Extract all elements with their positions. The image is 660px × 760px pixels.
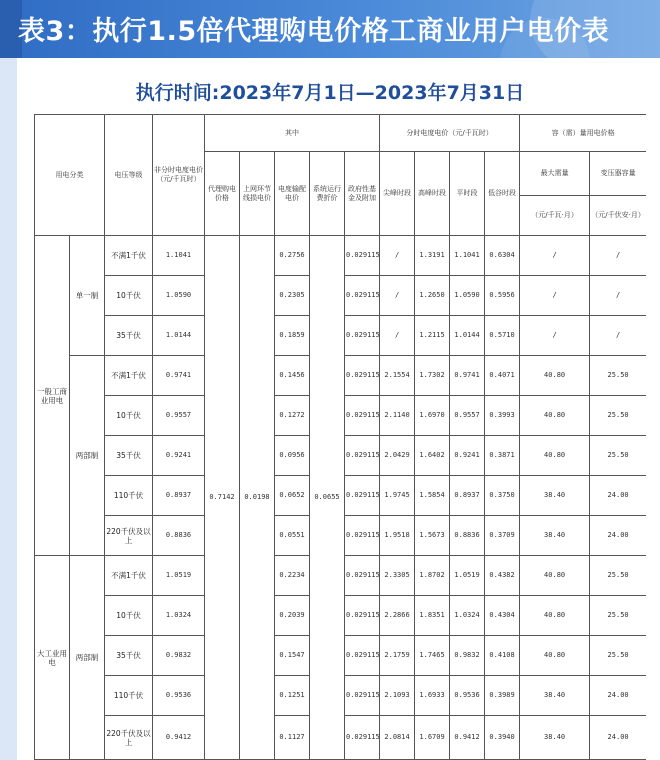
transformer-capacity-price-cell: 25.50 [590,596,646,636]
header-peak: 高峰时段 [415,152,450,236]
valley-price-cell: 0.3750 [485,476,520,516]
flat-price-cell: 1.1041 [450,236,485,276]
peak-price-cell: 1.6709 [415,716,450,760]
header-system-cost: 系统运行费折价 [310,152,345,236]
peak-price-cell: 1.5854 [415,476,450,516]
tariff-table [34,114,646,760]
left-accent-bar [0,58,17,760]
max-demand-price-cell: 40.80 [520,596,590,636]
non-tou-price-cell: 1.0519 [153,556,205,596]
gov-fund-cell: 0.029115 [345,396,380,436]
line-loss-cell: 0.0198 [240,236,275,760]
transmission-price-cell: 0.1547 [275,636,310,676]
valley-price-cell: 0.3989 [485,676,520,716]
peak-price-cell: 1.6933 [415,676,450,716]
transmission-price-cell: 0.1859 [275,316,310,356]
subcategory-two-part: 两部制 [70,556,105,760]
table-header [35,115,647,236]
gov-fund-cell: 0.029115 [345,596,380,636]
sharp-price-cell: 2.0814 [380,716,415,760]
gov-fund-cell: 0.029115 [345,276,380,316]
valley-price-cell: 0.4304 [485,596,520,636]
sharp-price-cell: 2.0429 [380,436,415,476]
peak-price-cell: 1.6970 [415,396,450,436]
voltage-level-cell: 不满1千伏 [105,556,153,596]
header-non-tou-price: 非分时电度电价（元/千瓦时） [153,115,205,236]
header-agent-price: 代理购电价格 [205,152,240,236]
non-tou-price-cell: 1.0590 [153,276,205,316]
gov-fund-cell: 0.029115 [345,716,380,760]
gov-fund-cell: 0.029115 [345,516,380,556]
transmission-price-cell: 0.1127 [275,716,310,760]
sharp-price-cell: 2.1759 [380,636,415,676]
valley-price-cell: 0.5710 [485,316,520,356]
agent-price-cell: 0.7142 [205,236,240,760]
header-capacity-price: 容（需）量用电价格 [520,115,646,152]
gov-fund-cell: 0.029115 [345,356,380,396]
tariff-table-container [34,114,646,760]
valley-price-cell: 0.4108 [485,636,520,676]
header-line-loss: 上网环节线损电价 [240,152,275,236]
transformer-capacity-price-cell: 25.50 [590,396,646,436]
peak-price-cell: 1.3191 [415,236,450,276]
subcategory-single-rate: 单一制 [70,236,105,356]
valley-price-cell: 0.4382 [485,556,520,596]
peak-price-cell: 1.6402 [415,436,450,476]
transmission-price-cell: 0.0956 [275,436,310,476]
max-demand-price-cell: 38.40 [520,476,590,516]
voltage-level-cell: 不满1千伏 [105,236,153,276]
header-transmission: 电度输配电价 [275,152,310,236]
category-large-industrial: 大工业用电 [35,556,70,760]
voltage-level-cell: 35千伏 [105,436,153,476]
transmission-price-cell: 0.2039 [275,596,310,636]
sharp-price-cell: 2.1554 [380,356,415,396]
flat-price-cell: 1.0590 [450,276,485,316]
flat-price-cell: 1.0324 [450,596,485,636]
peak-price-cell: 1.8351 [415,596,450,636]
gov-fund-cell: 0.029115 [345,676,380,716]
voltage-level-cell: 10千伏 [105,276,153,316]
voltage-level-cell: 35千伏 [105,316,153,356]
sharp-price-cell: 1.9745 [380,476,415,516]
table-body [35,236,647,760]
non-tou-price-cell: 0.9557 [153,396,205,436]
sharp-price-cell: / [380,276,415,316]
flat-price-cell: 0.9412 [450,716,485,760]
flat-price-cell: 0.8836 [450,516,485,556]
voltage-level-cell: 不满1千伏 [105,356,153,396]
sharp-price-cell: 1.9518 [380,516,415,556]
non-tou-price-cell: 0.8937 [153,476,205,516]
peak-price-cell: 1.7465 [415,636,450,676]
voltage-level-cell: 10千伏 [105,596,153,636]
gov-fund-cell: 0.029115 [345,236,380,276]
max-demand-price-cell: 40.80 [520,396,590,436]
max-demand-price-cell: / [520,236,590,276]
transmission-price-cell: 0.1251 [275,676,310,716]
max-demand-price-cell: 40.80 [520,636,590,676]
voltage-level-cell: 220千伏及以上 [105,516,153,556]
non-tou-price-cell: 1.1041 [153,236,205,276]
transformer-capacity-price-cell: 24.00 [590,476,646,516]
header-of-which: 其中 [205,115,380,152]
peak-price-cell: 1.2115 [415,316,450,356]
transformer-capacity-price-cell: 25.50 [590,556,646,596]
max-demand-price-cell: / [520,276,590,316]
max-demand-price-cell: / [520,316,590,356]
gov-fund-cell: 0.029115 [345,636,380,676]
valley-price-cell: 0.3709 [485,516,520,556]
transmission-price-cell: 0.1272 [275,396,310,436]
sharp-price-cell: 2.3305 [380,556,415,596]
header-valley: 低谷时段 [485,152,520,236]
valley-price-cell: 0.5956 [485,276,520,316]
max-demand-price-cell: 38.40 [520,676,590,716]
valley-price-cell: 0.3940 [485,716,520,760]
valley-price-cell: 0.3871 [485,436,520,476]
flat-price-cell: 0.8937 [450,476,485,516]
gov-fund-cell: 0.029115 [345,476,380,516]
transformer-capacity-price-cell: 24.00 [590,716,646,760]
flat-price-cell: 0.9536 [450,676,485,716]
max-demand-price-cell: 38.40 [520,716,590,760]
voltage-level-cell: 35千伏 [105,636,153,676]
effective-period: 执行时间:2023年7月1日—2023年7月31日 [135,82,525,104]
flat-price-cell: 1.0519 [450,556,485,596]
gov-fund-cell: 0.029115 [345,556,380,596]
voltage-level-cell: 10千伏 [105,396,153,436]
flat-price-cell: 0.9557 [450,396,485,436]
transformer-capacity-price-cell: 25.50 [590,436,646,476]
peak-price-cell: 1.2650 [415,276,450,316]
voltage-level-cell: 110千伏 [105,676,153,716]
transformer-capacity-price-cell: 24.00 [590,516,646,556]
header-sharp: 尖峰时段 [380,152,415,236]
transformer-capacity-price-cell: / [590,316,646,356]
flat-price-cell: 1.0144 [450,316,485,356]
valley-price-cell: 0.6304 [485,236,520,276]
transformer-capacity-price-cell: 25.50 [590,636,646,676]
header-voltage: 电压等级 [105,115,153,236]
system-cost-cell: 0.0655 [310,236,345,760]
gov-fund-cell: 0.029115 [345,436,380,476]
transformer-capacity-price-cell: 25.50 [590,356,646,396]
transformer-capacity-price-cell: / [590,236,646,276]
flat-price-cell: 0.9741 [450,356,485,396]
table-row [35,236,647,276]
peak-price-cell: 1.5673 [415,516,450,556]
non-tou-price-cell: 0.9741 [153,356,205,396]
header-max-demand: 最大需量 [520,152,590,196]
non-tou-price-cell: 0.8836 [153,516,205,556]
non-tou-price-cell: 1.0324 [153,596,205,636]
transformer-capacity-price-cell: 24.00 [590,676,646,716]
non-tou-price-cell: 1.0144 [153,316,205,356]
header-gov-fund: 政府性基金及附加 [345,152,380,236]
sharp-price-cell: / [380,316,415,356]
valley-price-cell: 0.3993 [485,396,520,436]
gov-fund-cell: 0.029115 [345,316,380,356]
category-general-commercial: 一般工商业用电 [35,236,70,556]
peak-price-cell: 1.7302 [415,356,450,396]
transmission-price-cell: 0.0652 [275,476,310,516]
transmission-price-cell: 0.2234 [275,556,310,596]
non-tou-price-cell: 0.9536 [153,676,205,716]
max-demand-price-cell: 40.80 [520,556,590,596]
max-demand-price-cell: 40.80 [520,356,590,396]
header-flat: 平时段 [450,152,485,236]
sharp-price-cell: 2.1093 [380,676,415,716]
flat-price-cell: 0.9241 [450,436,485,476]
header-transformer-capacity: 变压器容量 [590,152,646,196]
non-tou-price-cell: 0.9412 [153,716,205,760]
transmission-price-cell: 0.2305 [275,276,310,316]
peak-price-cell: 1.8702 [415,556,450,596]
sharp-price-cell: / [380,236,415,276]
unit-capacity: （元/千伏安·月） [590,196,646,236]
subcategory-two-part: 两部制 [70,356,105,556]
page-title: 表3：执行1.5倍代理购电价格工商业用户电价表 [18,16,610,47]
voltage-level-cell: 110千伏 [105,476,153,516]
header-tou-price: 分时电度电价（元/千瓦时） [380,115,520,152]
flat-price-cell: 0.9832 [450,636,485,676]
transmission-price-cell: 0.1456 [275,356,310,396]
transformer-capacity-price-cell: / [590,276,646,316]
transmission-price-cell: 0.0551 [275,516,310,556]
unit-demand: （元/千瓦·月） [520,196,590,236]
sharp-price-cell: 2.2866 [380,596,415,636]
title-banner [0,0,660,58]
non-tou-price-cell: 0.9832 [153,636,205,676]
max-demand-price-cell: 38.40 [520,516,590,556]
transmission-price-cell: 0.2756 [275,236,310,276]
header-category: 用电分类 [35,115,105,236]
non-tou-price-cell: 0.9241 [153,436,205,476]
valley-price-cell: 0.4071 [485,356,520,396]
voltage-level-cell: 220千伏及以上 [105,716,153,760]
sharp-price-cell: 2.1140 [380,396,415,436]
max-demand-price-cell: 40.80 [520,436,590,476]
